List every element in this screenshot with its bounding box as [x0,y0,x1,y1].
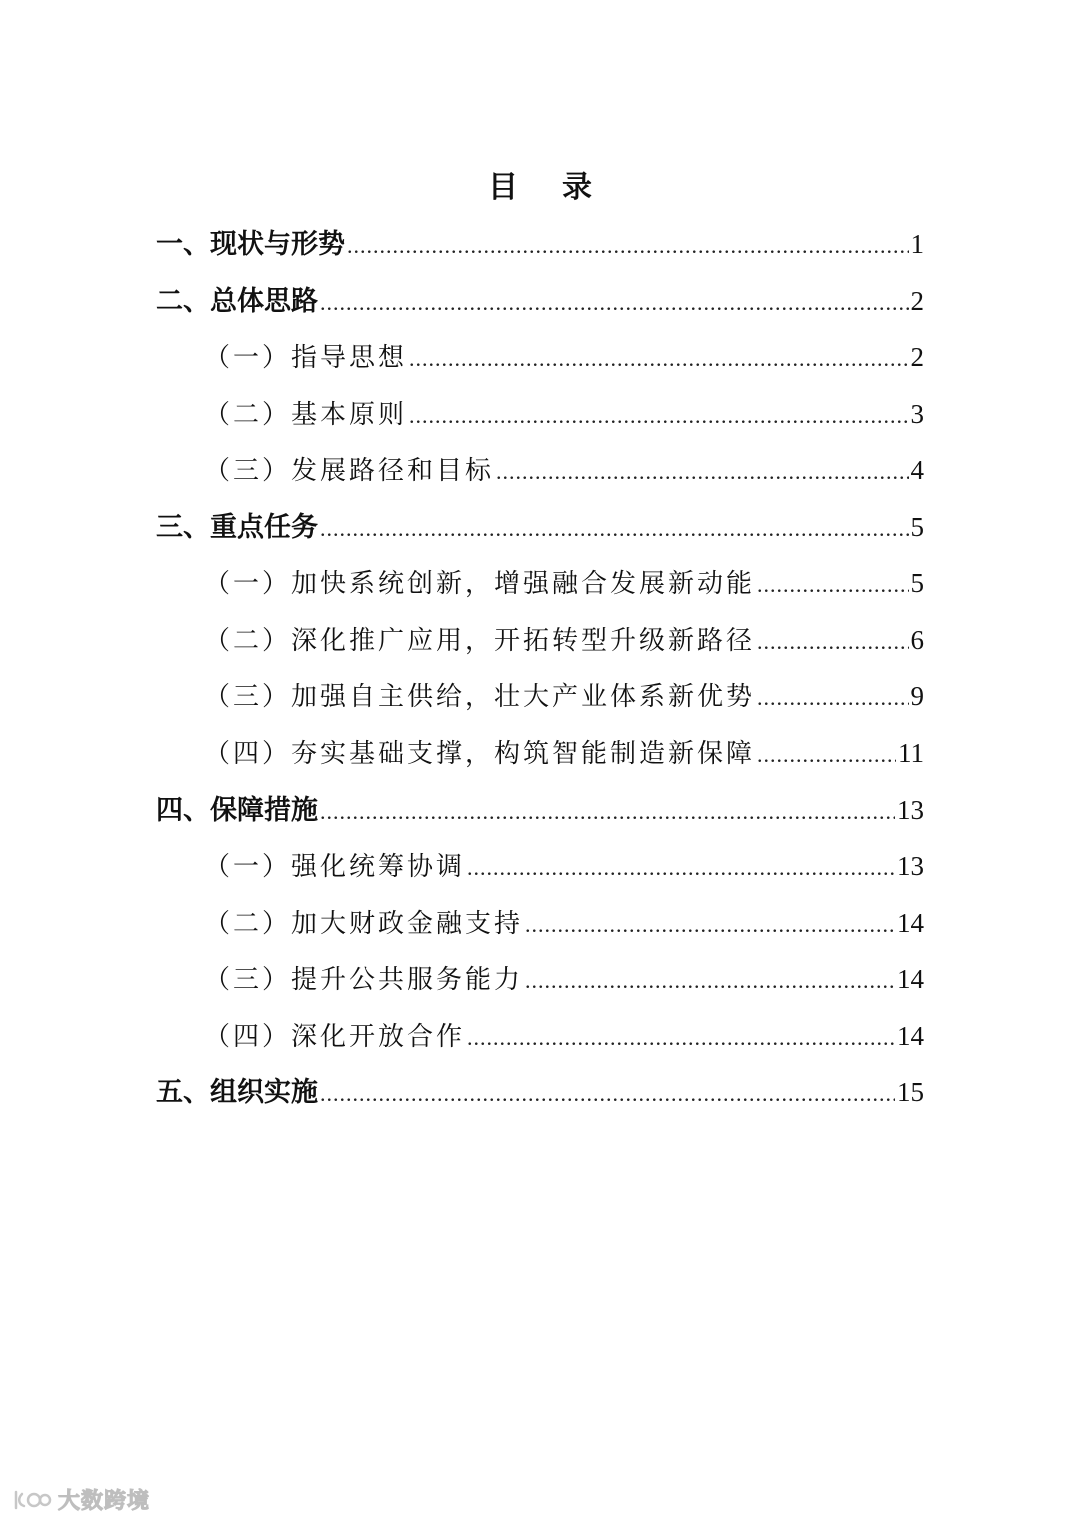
toc-dot-leader [320,507,909,551]
toc-entry[interactable] [156,222,924,266]
toc-dot-leader [320,1072,895,1116]
toc-dot-leader [347,224,909,268]
toc-entry[interactable] [156,505,924,549]
toc-dot-leader [320,790,895,834]
toc-entry[interactable] [156,788,924,832]
toc-dot-leader [409,337,908,381]
toc-dot-leader [525,903,895,947]
toc-page-number: 2 [910,342,924,372]
toc-entry[interactable] [204,335,924,379]
toc-entry-label: （一）强化统筹协调 [204,852,466,882]
toc-entry[interactable] [204,901,924,945]
toc-entry-label: （二）加大财政金融支持 [204,909,524,939]
toc-entry[interactable] [204,618,924,662]
toc-entry[interactable] [156,279,924,323]
toc-dot-leader [525,959,895,1003]
toc-entry[interactable] [204,448,924,492]
toc-page-number: 2 [910,286,924,316]
toc-entry-label: （一）加快系统创新，增强融合发展新动能 [204,569,756,599]
watermark [12,1484,150,1515]
toc-dot-leader [757,563,908,607]
toc-entry-label: 三、重点任务 [156,512,318,543]
toc-entry-label: （三）提升公共服务能力 [204,965,524,995]
toc-page-number: 13 [897,851,924,881]
toc-entry-label: （三）发展路径和目标 [204,456,495,486]
toc-entry[interactable] [204,674,924,718]
toc-page-number: 15 [897,1077,924,1107]
toc-page-number: 11 [898,738,924,768]
toc-entry[interactable] [204,731,924,775]
toc-dot-leader [467,846,895,890]
toc-page-number: 14 [897,964,924,994]
toc-dot-leader [757,733,896,777]
toc-entry[interactable] [204,844,924,888]
toc-entry-label: （二）基本原则 [204,400,408,430]
page-title: 目录 [488,170,636,205]
toc-dot-leader [757,676,908,720]
toc-entry-label: 二、总体思路 [156,286,318,317]
toc-entry-label: （三）加强自主供给，壮大产业体系新优势 [204,682,756,712]
toc-entry[interactable] [204,1014,924,1058]
toc-entry-label: 四、保障措施 [156,795,318,826]
toc-page-number: 5 [910,512,924,542]
toc-entry[interactable] [204,957,924,1001]
toc-entry-label: （二）深化推广应用，开拓转型升级新路径 [204,626,756,656]
toc-dot-leader [496,450,908,494]
toc-dot-leader [320,281,909,325]
toc-page-number: 5 [910,568,924,598]
toc-dot-leader [757,620,908,664]
toc-entry[interactable] [204,392,924,436]
toc-page-number: 6 [910,625,924,655]
brand-logo-icon [12,1488,52,1512]
toc-entry-label: （四）夯实基础支撑，构筑智能制造新保障 [204,739,756,769]
watermark-text: 大数跨境 [58,1489,151,1514]
toc-dot-leader [409,394,908,438]
toc-entry[interactable] [156,1070,924,1114]
toc-entry-label: 五、组织实施 [156,1077,318,1108]
toc-page-number: 14 [897,908,924,938]
toc-page-number: 13 [897,795,924,825]
toc-dot-leader [467,1016,895,1060]
toc-page-number: 3 [910,399,924,429]
toc-entry-label: （一）指导思想 [204,343,408,373]
toc-entry-label: 一、现状与形势 [156,229,345,260]
toc-entry-label: （四）深化开放合作 [204,1022,466,1052]
toc-page-number: 9 [910,681,924,711]
toc-page-number: 14 [897,1021,924,1051]
toc-page-number: 1 [910,229,924,259]
toc-entry[interactable] [204,561,924,605]
toc-page-number: 4 [910,455,924,485]
